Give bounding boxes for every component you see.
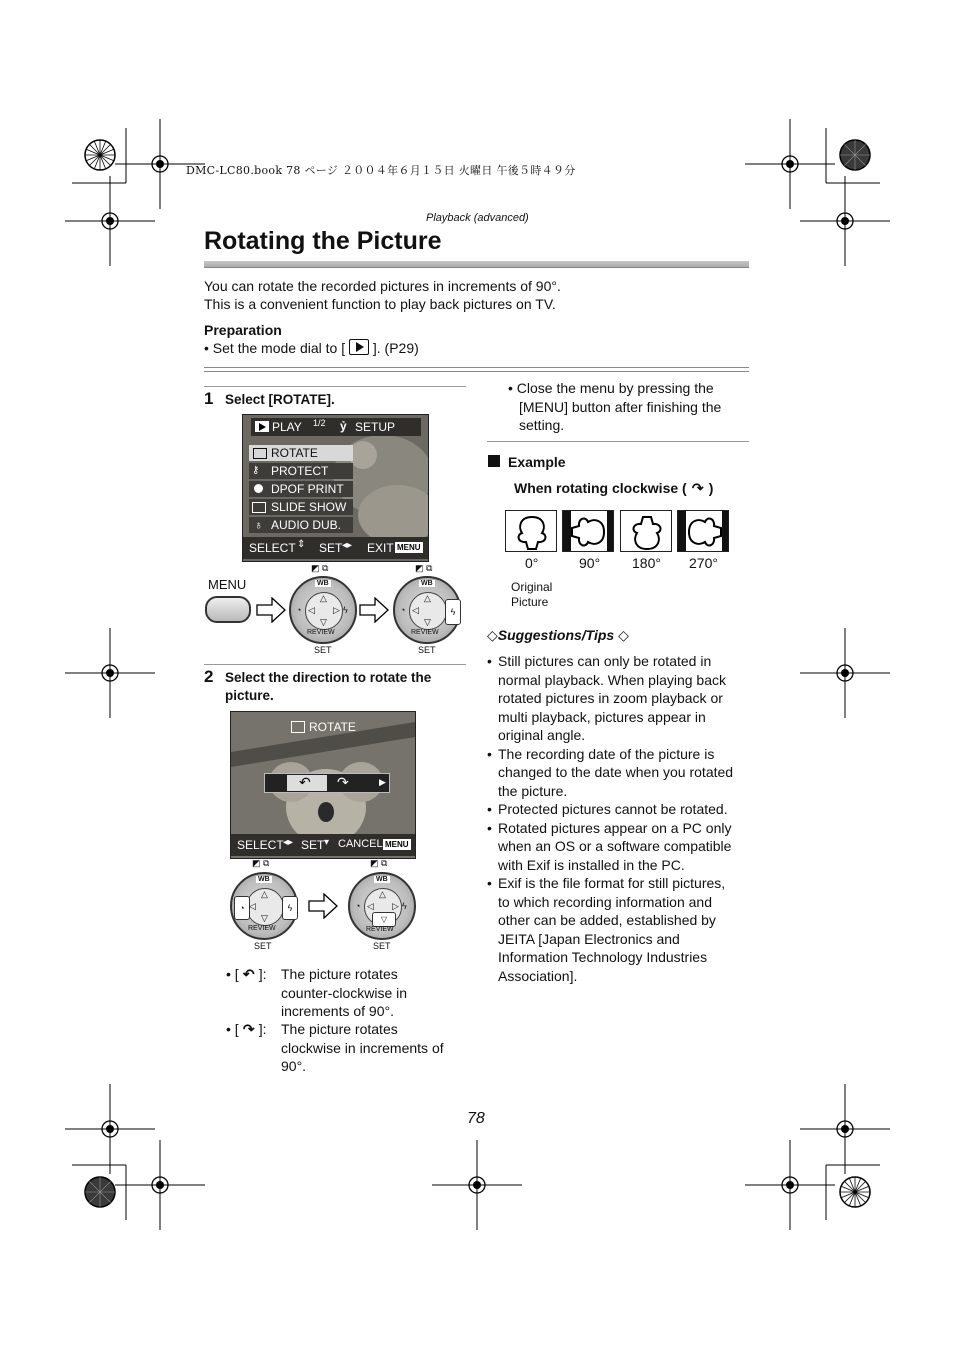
menu-item-dpof-print[interactable] [249, 481, 353, 497]
up-down-icon: ⇕ [297, 539, 306, 550]
tip-bullet: • [487, 745, 492, 762]
footer-set: SET [301, 838, 325, 852]
tip-bullet: • [487, 819, 492, 836]
menu-badge: MENU [397, 543, 421, 552]
angle-180: 180° [632, 555, 661, 571]
menu-item-label: ROTATE [271, 446, 318, 460]
tip-0-line: Still pictures can only be rotated in [498, 653, 712, 669]
ccw-option[interactable] [287, 775, 327, 791]
example-subheading [514, 479, 713, 498]
step2-label-1: Select the direction to rotate the [225, 670, 432, 685]
cw-arrow-icon: ↷ [691, 480, 704, 496]
dial-down-pressed-icon: ▽ [372, 912, 396, 927]
dial-up-icon: △ [261, 889, 268, 899]
right-rule [487, 441, 749, 442]
tip-3-line: when an OS or a software compatible [498, 838, 732, 854]
playback-mode-icon [349, 339, 369, 355]
original-label-1: Original [511, 580, 553, 594]
set-label: SET [314, 645, 332, 655]
wrench-icon: ỷ [340, 419, 347, 433]
review-label: REVIEW [307, 629, 335, 636]
ccw-arrow-icon: ↶ [299, 774, 311, 790]
cw-arrow-icon: ↷ [242, 1021, 255, 1037]
set-label: SET [254, 941, 272, 951]
footer-select: SELECT [237, 838, 284, 852]
tip-1-line: changed to the date when you rotated [498, 764, 734, 780]
cw-bullet: • [ ↷ ]: [226, 1021, 267, 1037]
review-label: REVIEW [366, 926, 394, 933]
footer-select: SELECT [249, 541, 296, 555]
right-caret-icon: ▶ [379, 777, 386, 787]
tip-4-line: Association]. [498, 967, 578, 984]
cw-line-1: The picture rotates [281, 1021, 398, 1037]
lcd-footer [243, 537, 428, 559]
slideshow-icon [252, 502, 266, 513]
menu-button-label: MENU [208, 577, 247, 592]
tip-0-line: multi playback, pictures appear in [498, 708, 706, 725]
key-icon: ⚷ [252, 465, 260, 476]
tip-3-line: Rotated pictures appear on a PC only [498, 819, 732, 836]
menu-badge: MENU [385, 840, 409, 849]
cw-arrow-icon: ↷ [337, 774, 349, 790]
close-menu-line-1: • Close the menu by pressing the [508, 380, 714, 396]
arrow-right-icon [308, 893, 338, 919]
menu-item-label: PROTECT [271, 464, 329, 478]
tip-1-line: the picture. [498, 782, 568, 799]
ccw-line-1: The picture rotates [281, 966, 398, 982]
dial-left-icon: ◁ [412, 605, 419, 615]
dial-left-icon: ◁ [308, 605, 315, 615]
dial-down-icon: ▽ [261, 913, 268, 923]
angle-270: 270° [689, 555, 718, 571]
tip-2-line: Protected pictures cannot be rotated. [498, 801, 728, 817]
dial-right-pressed-icon: ϟ [282, 896, 298, 920]
tab-page: 1/2 [313, 418, 326, 428]
timer-icon: ◔ [400, 605, 406, 615]
cursor-dial[interactable] [230, 872, 298, 940]
section-divider [204, 367, 749, 372]
ccw-bullet: • [ ↶ ]: [226, 966, 267, 982]
rotate-icon [291, 721, 305, 733]
intro-line-2: This is a convenient function to play back pictures on TV. [204, 296, 556, 312]
ccw-line-3: increments of 90°. [281, 1003, 394, 1019]
step2-rule [204, 664, 466, 665]
rotate-screen-title: ROTATE [309, 720, 356, 734]
print-file-line: DMC-LC80.book 78 ページ ２００４年６月１５日 火曜日 午後５時４９分 [186, 164, 576, 177]
tip-4-line: other can be added, established by [498, 912, 716, 928]
close-menu-line-2: [MENU] button after finishing the [519, 398, 722, 415]
intro-line-1: You can rotate the recorded pictures in increments of 90°. [204, 278, 561, 294]
tip-3-line: with Exif is installed in the PC. [498, 856, 685, 873]
set-label: SET [418, 645, 436, 655]
footer-exit: EXIT [367, 541, 394, 555]
cursor-dial[interactable] [289, 576, 357, 644]
dial-down-icon: ▽ [424, 617, 431, 627]
left-right-icon: ◂▸ [342, 540, 353, 551]
flash-icon: ϟ [343, 605, 348, 615]
menu-item-label: DPOF PRINT [271, 482, 344, 496]
thumb-0-deg [505, 510, 557, 552]
microphone-icon: ♁ [254, 518, 263, 532]
tip-1-line: The recording date of the picture is [498, 745, 715, 762]
thumb-90-deg [562, 510, 614, 552]
tip-0-line: normal playback. When playing back [498, 671, 727, 688]
dial-up-icon: △ [320, 593, 327, 603]
tips-heading-text: Suggestions/Tips [497, 627, 615, 643]
step2-number: 2 [204, 667, 214, 686]
review-label: REVIEW [248, 925, 276, 932]
step2-label-2: picture. [225, 688, 274, 703]
step1-label: Select [ROTATE]. [225, 392, 335, 407]
wb-icon: WB [258, 876, 270, 883]
lcd-menu-screen [242, 414, 429, 562]
tip-bullet: • [487, 653, 492, 669]
menu-item-protect[interactable] [249, 463, 353, 479]
dial-right-pressed-icon: ϟ [445, 599, 461, 625]
direction-selector[interactable] [264, 773, 390, 793]
menu-item-slide-show[interactable] [249, 499, 353, 515]
menu-item-audio-dub[interactable] [249, 517, 353, 533]
preparation-text [204, 339, 419, 358]
wb-icon: WB [421, 580, 433, 587]
cursor-dial[interactable] [348, 872, 416, 940]
footer-cancel: CANCEL [338, 838, 383, 850]
step1-rule [204, 386, 466, 387]
footer-set: SET [319, 541, 343, 555]
exposure-icon: ◩ ⧉ [311, 563, 329, 573]
menu-item-label: SLIDE SHOW [271, 500, 347, 514]
tip-0-line: original angle. [498, 727, 586, 743]
dial-up-icon: △ [424, 593, 431, 603]
angle-90: 90° [579, 555, 601, 571]
menu-tab-bar [251, 418, 421, 436]
preparation-post: ]. (P29) [372, 340, 419, 356]
square-bullet-icon [488, 455, 500, 467]
tips-heading [487, 626, 629, 645]
cw-line-2: clockwise in increments of [281, 1039, 444, 1056]
page-number: 78 [467, 1110, 485, 1127]
exposure-icon: ◩ ⧉ [370, 858, 388, 868]
menu-item-rotate[interactable] [249, 445, 353, 461]
tab-setup[interactable]: SETUP [355, 420, 396, 434]
menu-item-label: AUDIO DUB. [271, 518, 342, 532]
example-sub-end: ) [708, 480, 714, 496]
step1-number: 1 [204, 389, 214, 408]
angle-0: 0° [525, 555, 539, 571]
section-tag: Playback (advanced) [426, 212, 529, 224]
wb-icon: WB [317, 580, 329, 587]
timer-icon: ◔ [296, 605, 302, 615]
tip-4-line: Exif is the file format for still pictures, [498, 875, 726, 891]
lcd-footer [231, 834, 415, 856]
dial-down-icon: ▽ [320, 617, 327, 627]
cursor-dial[interactable] [393, 576, 461, 644]
tip-4-line: to which recording information and [498, 893, 713, 910]
down-icon: ▾ [324, 837, 330, 848]
thumb-180-deg [620, 510, 672, 552]
tip-bullet: • [487, 875, 492, 891]
exposure-icon: ◩ ⧉ [415, 563, 433, 573]
ccw-arrow-icon: ↶ [242, 966, 255, 982]
tip-4-line: JEITA [Japan Electronics and [498, 930, 680, 947]
close-menu-line-3: setting. [519, 417, 565, 433]
page-title: Rotating the Picture [204, 227, 442, 255]
tab-play[interactable]: PLAY [272, 420, 302, 434]
example-heading: Example [508, 454, 566, 470]
exposure-icon: ◩ ⧉ [252, 858, 270, 868]
menu-button[interactable] [205, 596, 251, 623]
dial-up-icon: △ [379, 889, 386, 899]
title-rule [204, 261, 749, 268]
dial-left-icon: ◁ [249, 901, 256, 911]
tip-bullet: • [487, 801, 492, 817]
arrow-right-icon [256, 597, 286, 623]
diamond-icon: ◇ [487, 627, 498, 643]
rotate-icon [253, 448, 267, 459]
flash-icon: ϟ [402, 901, 407, 911]
preparation-pre: • Set the mode dial to [ [204, 340, 346, 356]
wb-icon: WB [376, 876, 388, 883]
thumb-270-deg [677, 510, 729, 552]
preparation-heading: Preparation [204, 322, 282, 338]
lcd-rotate-screen [230, 711, 416, 859]
tip-0-line: rotated pictures in zoom playback or [498, 690, 723, 706]
dial-left-pressed-icon: ◔ [234, 896, 250, 920]
example-sub-text: When rotating clockwise ( [514, 480, 687, 496]
diamond-icon: ◇ [618, 627, 629, 643]
print-icon [254, 484, 263, 493]
dial-right-icon: ▷ [392, 901, 399, 911]
arrow-right-icon [359, 597, 389, 623]
review-label: REVIEW [411, 629, 439, 636]
left-right-icon: ◂▸ [283, 837, 294, 848]
original-label-2: Picture [511, 595, 549, 609]
ccw-line-2: counter-clockwise in [281, 984, 408, 1001]
dial-left-icon: ◁ [367, 901, 374, 911]
tip-4-line: Information Technology Industries [498, 949, 708, 965]
dial-right-icon: ▷ [333, 605, 340, 615]
play-tab-icon [255, 421, 269, 432]
cw-line-3: 90°. [281, 1058, 307, 1074]
timer-icon: ◔ [355, 901, 361, 911]
set-label: SET [373, 941, 391, 951]
